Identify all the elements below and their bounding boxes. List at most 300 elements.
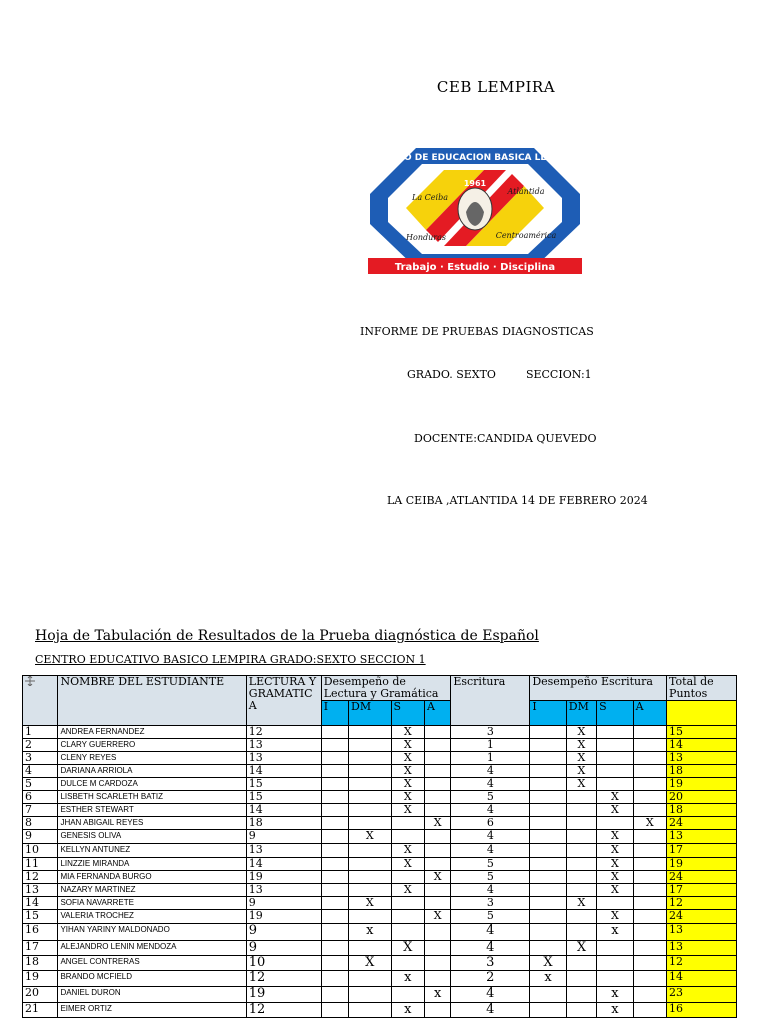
student-name: LISBETH SCARLETH BATIZ [58, 791, 246, 804]
reading-mark-a [424, 956, 450, 971]
reading-mark-s: x [391, 971, 424, 987]
reading-score: 14 [246, 858, 321, 871]
reading-score: 12 [246, 971, 321, 987]
reading-mark-s [391, 987, 424, 1003]
results-table [22, 675, 737, 1018]
reading-mark-i [321, 897, 348, 910]
table-row [23, 956, 737, 971]
writing-mark-dm [566, 956, 596, 971]
writing-score: 6 [451, 817, 530, 830]
reading-score: 14 [246, 765, 321, 778]
writing-mark-a [633, 924, 666, 941]
student-name: ANGEL CONTRERAS [58, 956, 246, 971]
writing-mark-i [530, 871, 566, 884]
reading-mark-i [321, 726, 348, 739]
writing-mark-dm [566, 791, 596, 804]
writing-mark-s: X [597, 858, 633, 871]
writing-mark-dm [566, 817, 596, 830]
reading-score: 14 [246, 804, 321, 817]
reading-mark-dm [349, 871, 392, 884]
reading-mark-a [424, 726, 450, 739]
reading-mark-dm: x [349, 924, 392, 941]
writing-mark-s [597, 726, 633, 739]
row-number: 19 [23, 971, 58, 987]
reading-mark-a [424, 941, 450, 956]
writing-score: 1 [451, 752, 530, 765]
writing-mark-dm [566, 987, 596, 1003]
table-row [23, 897, 737, 910]
reading-mark-s: X [391, 752, 424, 765]
writing-level-a: A [633, 701, 666, 726]
writing-header: Escritura [451, 676, 530, 726]
row-number: 9 [23, 830, 58, 844]
logo-state: Atlántida [507, 187, 545, 196]
writing-mark-s [597, 752, 633, 765]
writing-mark-a [633, 844, 666, 858]
reading-mark-dm [349, 971, 392, 987]
reading-mark-i [321, 884, 348, 897]
row-number-header[interactable] [23, 676, 58, 726]
row-number: 6 [23, 791, 58, 804]
reading-score: 9 [246, 941, 321, 956]
reading-score: 15 [246, 791, 321, 804]
row-number: 8 [23, 817, 58, 830]
row-number: 13 [23, 884, 58, 897]
writing-mark-s: x [597, 987, 633, 1003]
writing-mark-i [530, 987, 566, 1003]
writing-mark-dm: X [566, 765, 596, 778]
writing-mark-s [597, 971, 633, 987]
reading-mark-dm [349, 804, 392, 817]
writing-mark-s: X [597, 791, 633, 804]
writing-mark-a [633, 778, 666, 791]
name-header: NOMBRE DEL ESTUDIANTE [58, 676, 246, 726]
writing-mark-a [633, 897, 666, 910]
reading-mark-dm [349, 817, 392, 830]
logo-motto: Trabajo · Estudio · Disciplina [394, 262, 556, 273]
table-row [23, 791, 737, 804]
table-row [23, 871, 737, 884]
reading-score: 10 [246, 956, 321, 971]
writing-mark-dm [566, 844, 596, 858]
row-number: 16 [23, 924, 58, 941]
writing-mark-dm: X [566, 778, 596, 791]
student-name: CLENY REYES [58, 752, 246, 765]
total-points: 23 [667, 987, 737, 1003]
total-points: 12 [667, 897, 737, 910]
reading-mark-dm [349, 858, 392, 871]
writing-level-s: S [597, 701, 633, 726]
reading-mark-a [424, 858, 450, 871]
reading-mark-dm: X [349, 830, 392, 844]
writing-mark-s: X [597, 804, 633, 817]
writing-mark-a [633, 765, 666, 778]
student-name: ESTHER STEWART [58, 804, 246, 817]
reading-mark-i [321, 804, 348, 817]
writing-score: 4 [451, 804, 530, 817]
reading-mark-dm [349, 1003, 392, 1018]
writing-mark-s [597, 778, 633, 791]
student-name: JHAN ABIGAIL REYES [58, 817, 246, 830]
table-row [23, 765, 737, 778]
row-number: 2 [23, 739, 58, 752]
reading-mark-i [321, 987, 348, 1003]
reading-mark-dm: X [349, 956, 392, 971]
row-number: 3 [23, 752, 58, 765]
writing-mark-i [530, 791, 566, 804]
writing-score: 5 [451, 791, 530, 804]
table-move-handle-icon[interactable] [25, 676, 37, 689]
reading-mark-dm [349, 987, 392, 1003]
reading-level-dm: DM [349, 701, 392, 726]
logo-country: Honduras [406, 233, 446, 242]
reading-mark-s [391, 924, 424, 941]
row-number: 4 [23, 765, 58, 778]
table-row [23, 987, 737, 1003]
total-points: 20 [667, 791, 737, 804]
row-number: 12 [23, 871, 58, 884]
writing-mark-s [597, 941, 633, 956]
reading-mark-a [424, 897, 450, 910]
reading-score: 18 [246, 817, 321, 830]
reading-mark-i [321, 844, 348, 858]
reading-mark-a [424, 739, 450, 752]
writing-mark-i [530, 765, 566, 778]
total-points: 24 [667, 817, 737, 830]
reading-mark-i [321, 1003, 348, 1018]
logo-city: La Ceiba [412, 193, 448, 202]
writing-mark-dm: X [566, 941, 596, 956]
writing-mark-s: X [597, 830, 633, 844]
writing-mark-a [633, 910, 666, 924]
table-row [23, 941, 737, 956]
writing-mark-a [633, 726, 666, 739]
reading-mark-dm [349, 791, 392, 804]
writing-mark-dm [566, 858, 596, 871]
table-row [23, 817, 737, 830]
writing-mark-dm [566, 804, 596, 817]
writing-score: 4 [451, 1003, 530, 1018]
row-number: 14 [23, 897, 58, 910]
writing-score: 5 [451, 858, 530, 871]
reading-mark-s [391, 817, 424, 830]
row-number: 15 [23, 910, 58, 924]
student-name: ANDREA FERNANDEZ [58, 726, 246, 739]
writing-mark-a [633, 871, 666, 884]
reading-mark-s [391, 897, 424, 910]
reading-mark-i [321, 765, 348, 778]
writing-mark-dm [566, 910, 596, 924]
total-subheader [667, 701, 737, 726]
reading-mark-i [321, 739, 348, 752]
reading-mark-i [321, 791, 348, 804]
writing-mark-s [597, 817, 633, 830]
writing-mark-a [633, 941, 666, 956]
writing-mark-dm [566, 884, 596, 897]
writing-performance-header: Desempeño Escritura [530, 676, 667, 701]
total-points: 17 [667, 844, 737, 858]
writing-level-dm: DM [566, 701, 596, 726]
writing-score: 1 [451, 739, 530, 752]
total-points: 14 [667, 739, 737, 752]
reading-mark-a [424, 791, 450, 804]
reading-level-a: A [424, 701, 450, 726]
total-points: 18 [667, 804, 737, 817]
writing-mark-a [633, 830, 666, 844]
total-points: 18 [667, 765, 737, 778]
writing-mark-i [530, 1003, 566, 1018]
reading-score: 13 [246, 844, 321, 858]
writing-mark-i [530, 941, 566, 956]
reading-mark-i [321, 924, 348, 941]
writing-mark-i [530, 739, 566, 752]
writing-score: 4 [451, 941, 530, 956]
reading-mark-s: X [391, 791, 424, 804]
writing-mark-s: X [597, 844, 633, 858]
reading-mark-i [321, 778, 348, 791]
reading-mark-a [424, 971, 450, 987]
writing-mark-i [530, 804, 566, 817]
grade-line [407, 368, 592, 381]
table-row [23, 804, 737, 817]
reading-mark-i [321, 941, 348, 956]
writing-mark-i [530, 817, 566, 830]
total-points: 19 [667, 778, 737, 791]
reading-mark-dm [349, 752, 392, 765]
writing-mark-s: X [597, 910, 633, 924]
total-points: 13 [667, 830, 737, 844]
reading-mark-i [321, 910, 348, 924]
writing-score: 4 [451, 844, 530, 858]
reading-mark-s [391, 956, 424, 971]
writing-mark-s [597, 956, 633, 971]
writing-mark-i [530, 830, 566, 844]
reading-score: 9 [246, 897, 321, 910]
reading-mark-s: X [391, 778, 424, 791]
place-date: LA CEIBA ,ATLANTIDA 14 DE FEBRERO 2024 [387, 494, 648, 507]
writing-mark-i [530, 726, 566, 739]
school-logo [366, 142, 584, 276]
table-row [23, 1003, 737, 1018]
writing-mark-i [530, 858, 566, 871]
row-number: 10 [23, 844, 58, 858]
reading-score: 13 [246, 752, 321, 765]
writing-mark-dm: X [566, 897, 596, 910]
table-row [23, 752, 737, 765]
reading-mark-s: x [391, 1003, 424, 1018]
total-points: 24 [667, 910, 737, 924]
writing-score: 4 [451, 924, 530, 941]
reading-mark-a [424, 778, 450, 791]
writing-mark-a [633, 884, 666, 897]
table-row [23, 971, 737, 987]
reading-mark-a [424, 844, 450, 858]
logo-year: 1961 [463, 179, 487, 188]
reading-mark-s: X [391, 941, 424, 956]
student-name: DANIEL DURON [58, 987, 246, 1003]
total-points: 15 [667, 726, 737, 739]
row-number: 20 [23, 987, 58, 1003]
reading-mark-i [321, 817, 348, 830]
teacher: DOCENTE:CANDIDA QUEVEDO [414, 432, 597, 445]
reading-mark-s: X [391, 739, 424, 752]
reading-mark-a [424, 752, 450, 765]
reading-score: 13 [246, 884, 321, 897]
student-name: EIMER ORTIZ [58, 1003, 246, 1018]
table-row [23, 778, 737, 791]
table-row [23, 858, 737, 871]
reading-score: 19 [246, 987, 321, 1003]
row-number: 17 [23, 941, 58, 956]
reading-mark-dm [349, 844, 392, 858]
reading-mark-s: X [391, 804, 424, 817]
writing-mark-i [530, 884, 566, 897]
school-name: CEB LEMPIRA [436, 78, 556, 96]
writing-score: 4 [451, 830, 530, 844]
writing-mark-a [633, 739, 666, 752]
student-name: DARIANA ARRIOLA [58, 765, 246, 778]
reading-mark-a: X [424, 817, 450, 830]
student-name: VALERIA TROCHEZ [58, 910, 246, 924]
reading-mark-a [424, 924, 450, 941]
reading-score: 19 [246, 910, 321, 924]
reading-mark-s: X [391, 884, 424, 897]
reading-mark-s: X [391, 726, 424, 739]
writing-mark-s: x [597, 924, 633, 941]
writing-mark-dm: X [566, 726, 596, 739]
table-row [23, 884, 737, 897]
reading-mark-a: X [424, 910, 450, 924]
reading-mark-a [424, 1003, 450, 1018]
reading-mark-i [321, 871, 348, 884]
student-name: YIHAN YARINY MALDONADO [58, 924, 246, 941]
reading-mark-s: X [391, 765, 424, 778]
row-number: 18 [23, 956, 58, 971]
reading-mark-s [391, 830, 424, 844]
writing-mark-s [597, 897, 633, 910]
writing-mark-s: x [597, 1003, 633, 1018]
total-points: 19 [667, 858, 737, 871]
reading-mark-a [424, 765, 450, 778]
student-name: MIA FERNANDA BURGO [58, 871, 246, 884]
student-name: GENESIS OLIVA [58, 830, 246, 844]
row-number: 7 [23, 804, 58, 817]
report-title: INFORME DE PRUEBAS DIAGNOSTICAS [360, 325, 594, 338]
reading-mark-i [321, 971, 348, 987]
writing-score: 4 [451, 765, 530, 778]
total-points: 13 [667, 924, 737, 941]
reading-mark-dm [349, 739, 392, 752]
results-body [23, 726, 737, 1018]
reading-mark-a [424, 830, 450, 844]
writing-mark-s [597, 739, 633, 752]
row-number: 1 [23, 726, 58, 739]
writing-mark-dm: X [566, 739, 596, 752]
reading-score: 12 [246, 1003, 321, 1018]
reading-mark-i [321, 858, 348, 871]
writing-score: 2 [451, 971, 530, 987]
reading-mark-a [424, 804, 450, 817]
reading-level-i: I [321, 701, 348, 726]
reading-level-s: S [391, 701, 424, 726]
writing-mark-a [633, 987, 666, 1003]
section: SECCION:1 [525, 368, 592, 381]
total-points: 14 [667, 971, 737, 987]
writing-mark-dm [566, 971, 596, 987]
writing-mark-i [530, 924, 566, 941]
writing-mark-a [633, 858, 666, 871]
writing-mark-a: X [633, 817, 666, 830]
logo-region: Centroamérica [495, 231, 557, 240]
reading-score: 9 [246, 830, 321, 844]
row-number: 11 [23, 858, 58, 871]
writing-mark-a [633, 1003, 666, 1018]
writing-level-i: I [530, 701, 566, 726]
writing-score: 5 [451, 910, 530, 924]
writing-mark-i [530, 910, 566, 924]
writing-score: 3 [451, 956, 530, 971]
student-name: DULCE M CARDOZA [58, 778, 246, 791]
writing-score: 4 [451, 778, 530, 791]
reading-score: 15 [246, 778, 321, 791]
reading-mark-dm [349, 884, 392, 897]
writing-score: 3 [451, 726, 530, 739]
reading-mark-s [391, 910, 424, 924]
writing-mark-i: X [530, 956, 566, 971]
table-row [23, 910, 737, 924]
writing-mark-a [633, 971, 666, 987]
total-points: 13 [667, 941, 737, 956]
writing-mark-dm: X [566, 752, 596, 765]
writing-mark-a [633, 956, 666, 971]
writing-score: 4 [451, 987, 530, 1003]
writing-mark-i [530, 844, 566, 858]
reading-score: 9 [246, 924, 321, 941]
writing-mark-i [530, 752, 566, 765]
reading-mark-s [391, 871, 424, 884]
table-row [23, 844, 737, 858]
reading-score: 13 [246, 739, 321, 752]
sheet-subtitle: CENTRO EDUCATIVO BASICO LEMPIRA GRADO:SEXTO SECCION 1 [35, 653, 426, 666]
total-points: 16 [667, 1003, 737, 1018]
reading-mark-dm [349, 778, 392, 791]
reading-mark-dm [349, 726, 392, 739]
reading-mark-s: X [391, 858, 424, 871]
total-points: 13 [667, 752, 737, 765]
reading-mark-dm: X [349, 897, 392, 910]
writing-mark-i: x [530, 971, 566, 987]
reading-mark-dm [349, 765, 392, 778]
total-points: 24 [667, 871, 737, 884]
sheet-title: Hoja de Tabulación de Resultados de la Prueba diagnóstica de Español [35, 628, 539, 644]
reading-mark-s: X [391, 844, 424, 858]
table-row [23, 726, 737, 739]
student-name: NAZARY MARTINEZ [58, 884, 246, 897]
writing-mark-dm [566, 924, 596, 941]
writing-mark-i [530, 897, 566, 910]
table-row [23, 924, 737, 941]
reading-mark-dm [349, 941, 392, 956]
reading-mark-i [321, 752, 348, 765]
writing-score: 5 [451, 871, 530, 884]
reading-mark-i [321, 830, 348, 844]
reading-mark-i [321, 956, 348, 971]
total-points: 12 [667, 956, 737, 971]
grade: GRADO. SEXTO [407, 368, 496, 381]
writing-mark-dm [566, 830, 596, 844]
reading-mark-a: x [424, 987, 450, 1003]
reading-mark-a: X [424, 871, 450, 884]
